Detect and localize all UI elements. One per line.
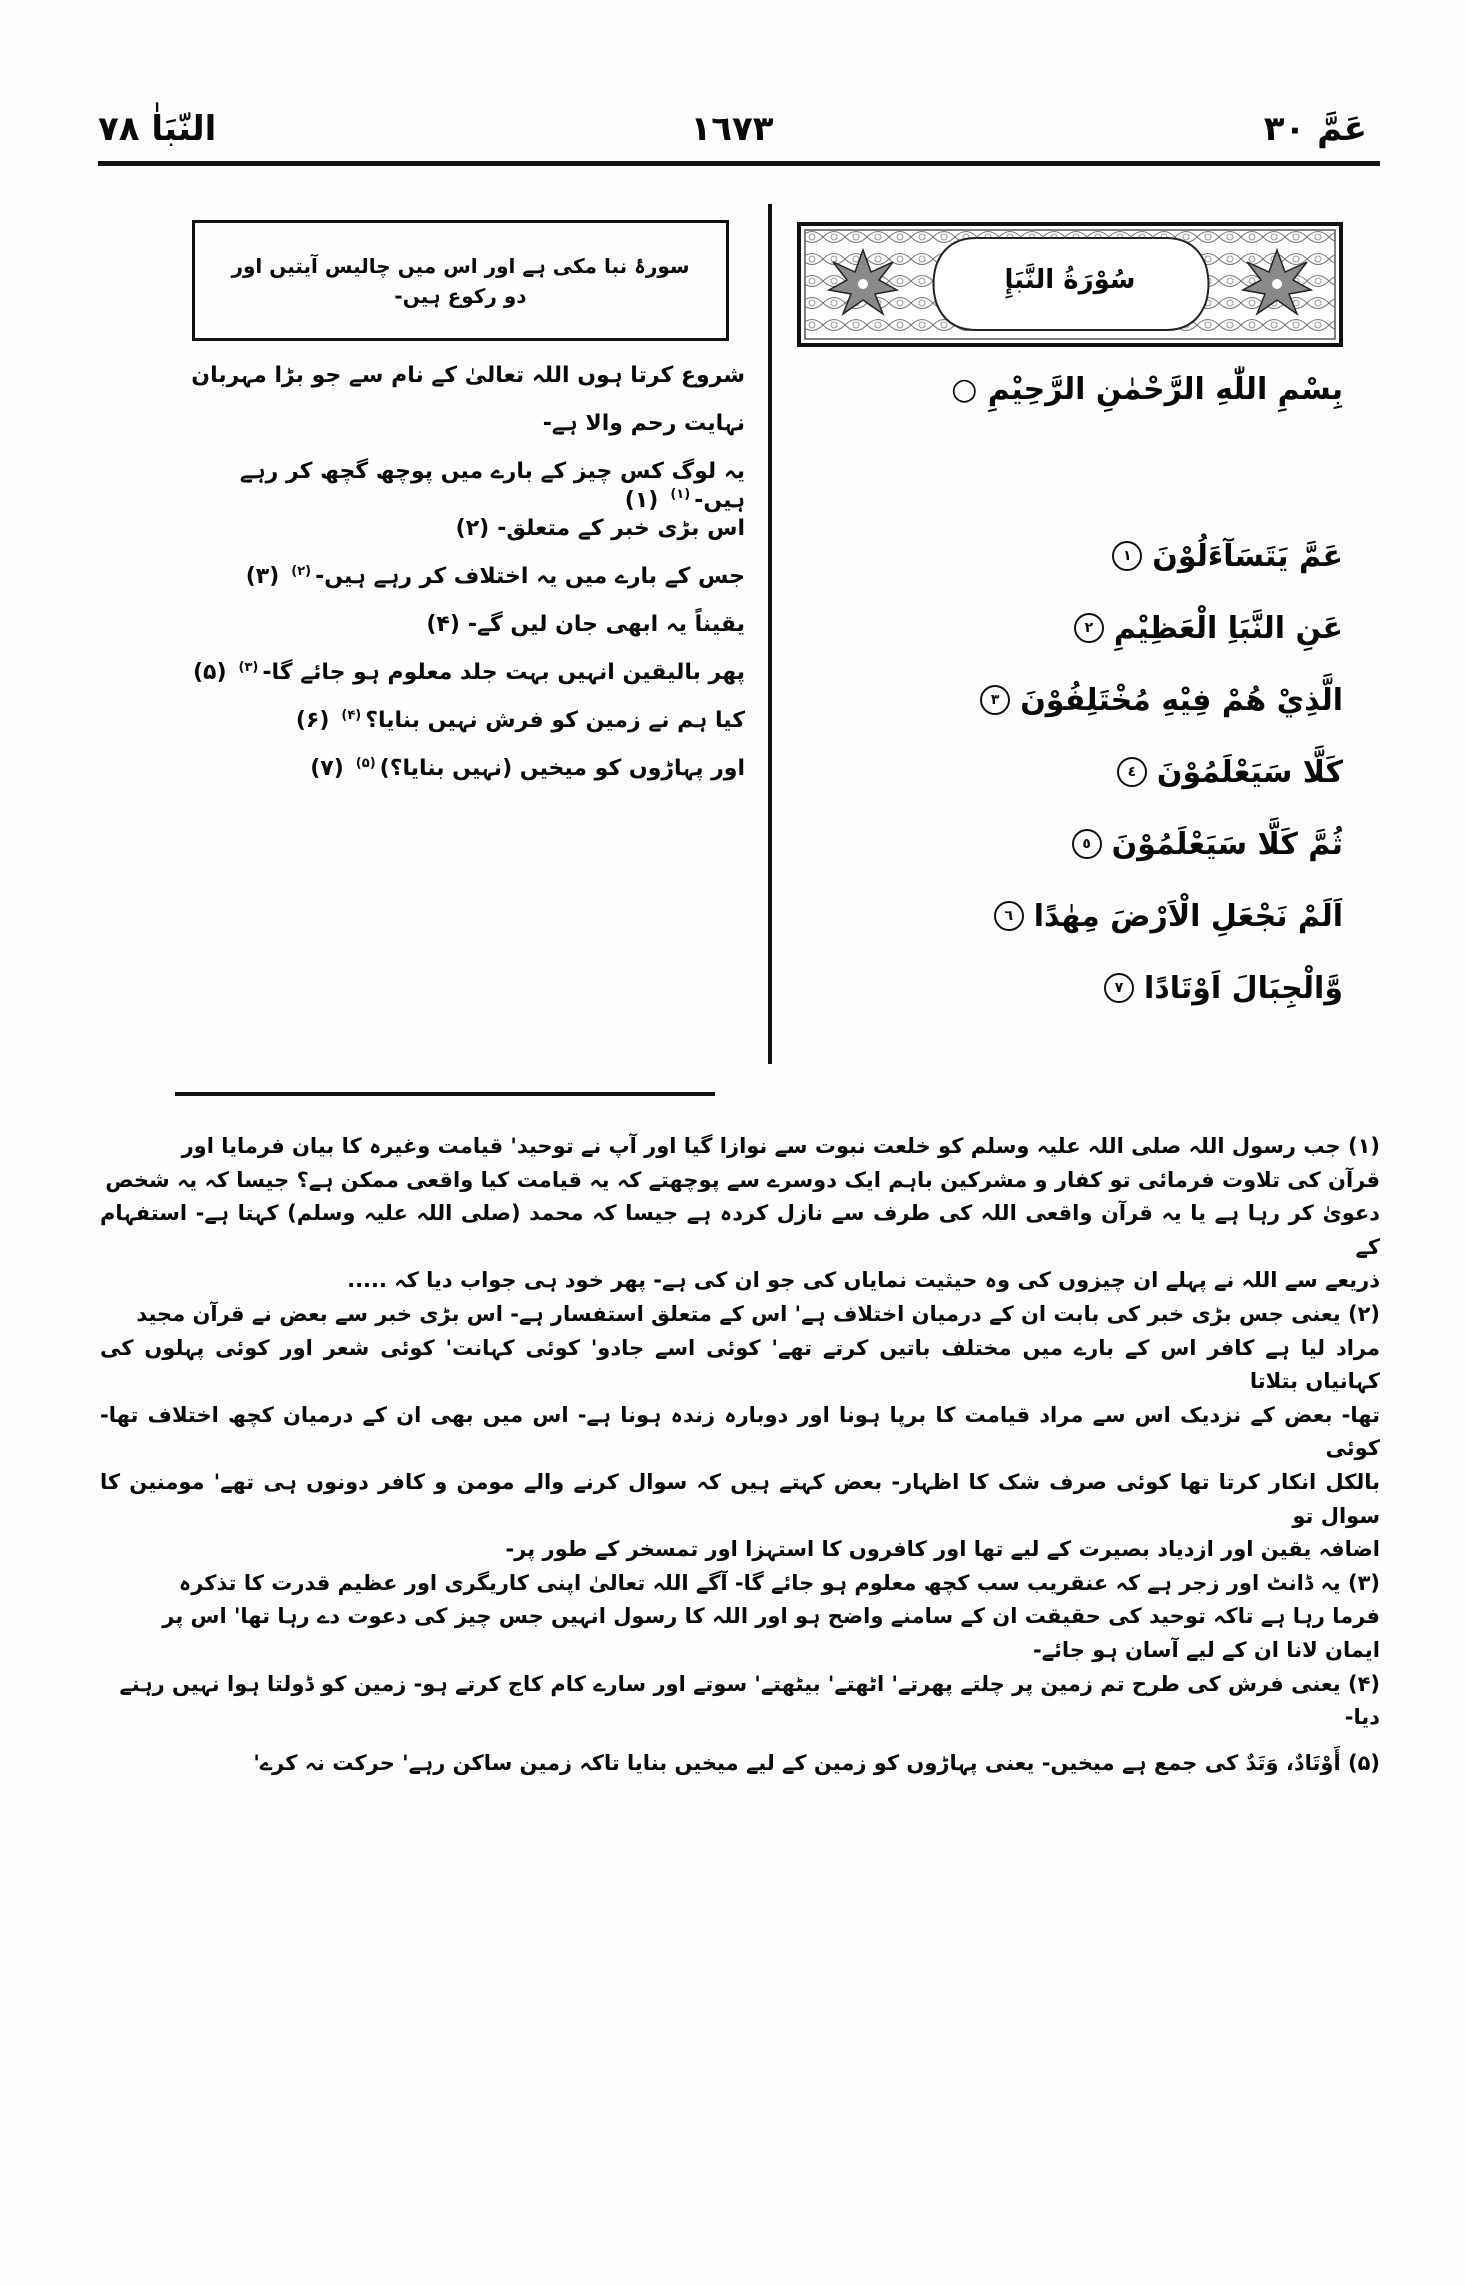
translation-line (185, 755, 745, 803)
ayah-number-marker: ٤ (1117, 757, 1147, 787)
ayah-number-marker: ٢ (1074, 613, 1104, 643)
verse-number: (۳) (245, 564, 280, 590)
verse (797, 520, 1343, 592)
footnote-line: بالکل انکار کرتا تھا کوئی صرف شک کا اظہار- بعض کہتے ہیں کہ سوال کرنے والے مومن و کافر دونوں ہی تھے' مومنین کا سوال تو (100, 1469, 1380, 1528)
verse-text: ثُمَّ كَلَّا سَيَعْلَمُوْنَ (1111, 826, 1343, 862)
arabic-verses (797, 520, 1343, 1024)
footnote-spacer (100, 1735, 1380, 1747)
ayah-number-marker: ٣ (980, 685, 1010, 715)
juz-label: عَمَّ ٣٠ (1263, 109, 1367, 149)
translation-text: یقیناً یہ ابھی جان لیں گے- (467, 612, 745, 638)
verse (797, 952, 1343, 1024)
surah-intro-box (192, 220, 729, 341)
verse-number: (۱) (624, 487, 659, 513)
translation-line (185, 611, 745, 659)
verse-number: (۲) (455, 516, 490, 542)
footnote-line: (۴) یعنی فرش کی طرح تم زمین پر چلتے پھرتے' اٹھتے' بیٹھتے' سوتے اور سارے کام کاج کرتے ہو- زمین کو ڈولتا ہوا نہیں رہنے دیا- (119, 1671, 1380, 1730)
verse (797, 808, 1343, 880)
translation-text: اس بڑی خبر کے متعلق- (497, 516, 745, 542)
verse-number: (۵) (192, 660, 227, 686)
header-rule (98, 161, 1380, 166)
verse-text: كَلَّا سَيَعْلَمُوْنَ (1156, 754, 1343, 790)
footnote-line: دعویٰ کر رہا ہے یا یہ قرآن واقعی اللہ کی طرف سے نازل کردہ ہے جیسا کہ محمد (صلی اللہ علیہ وسلم) کہتا ہے- استفہام کے (100, 1201, 1380, 1259)
verse (797, 880, 1343, 952)
verse-text: عَنِ النَّبَاِ الْعَظِيْمِ (1113, 610, 1343, 646)
verse-number: (۷) (310, 756, 344, 782)
footnote-line: (۵) أَوْتَادٌ، وَتَدٌ کی جمع ہے میخیں- یعنی پہاڑوں کو زمین کے لیے میخیں بنایا تاکہ زمین ساکن رہے' حرکت نہ کرے' (253, 1750, 1380, 1775)
translation-line (185, 563, 745, 611)
footnote-line: ایمان لانا ان کے لیے آسان ہو جائے- (1032, 1637, 1380, 1662)
column-divider (768, 204, 772, 1064)
surah-reference: النّبَاٰ ٧٨ (98, 109, 217, 149)
footnote (100, 1130, 1380, 1298)
footnote-line: ذریعے سے اللہ نے پہلے ان چیزوں کی وہ حیثیت نمایاں کی جو ان کی ہے- پھر خود ہی جواب دیا کہ ..... (347, 1268, 1380, 1293)
footnote-line: اضافہ یقین اور ازدیاد بصیرت کے لیے تھا اور کافروں کا استہزا اور تمسخر کے طور پر- (505, 1537, 1380, 1562)
translation-line (185, 707, 745, 755)
surah-title: سُوْرَةُ النَّبَإِ (1004, 264, 1136, 295)
intro-line-1: سورۂ نبا مکی ہے اور اس میں چالیس آیتیں اور (231, 253, 690, 278)
footnote-line: تھا- بعض کے نزدیک اس سے مراد قیامت کا برپا ہونا اور دوبارہ زندہ ہونا ہے- اس میں بھی ان کے درمیان کچھ اختلاف تھا- کوئی (100, 1402, 1380, 1461)
translation-line (185, 515, 745, 563)
verse-number: (۴) (426, 612, 460, 638)
translation-opening-line-2: نہایت رحم والا ہے- (542, 411, 745, 436)
translation-text: کیا ہم نے زمین کو فرش نہیں بنایا؟ (365, 708, 745, 734)
footnote-reference[interactable]: (۲) (291, 563, 312, 579)
translation-line (185, 659, 745, 707)
bismillah: بِسْمِ اللّٰهِ الرَّحْمٰنِ الرَّحِيْمِ ○ (951, 372, 1343, 407)
translation-text: پھر بالیقین انہیں بہت جلد معلوم ہو جائے گا- (262, 660, 745, 686)
footnote (100, 1747, 1380, 1781)
verse-text: عَمَّ يَتَسَآءَلُوْنَ (1152, 538, 1343, 574)
footnote-line: (۱) جب رسول اللہ صلی اللہ علیہ وسلم کو خلعت نبوت سے نوازا گیا اور آپ نے توحید' قیامت وغیرہ کا بیان فرمایا اور (181, 1134, 1380, 1158)
footnote-reference[interactable]: (۱) (670, 487, 691, 503)
footnotes (100, 1130, 1380, 1780)
intro-line-2: دو رکوع ہیں- (394, 283, 527, 308)
surah-banner (797, 222, 1343, 347)
footnote (100, 1668, 1380, 1735)
verse-text: اَلَمْ نَجْعَلِ الْاَرْضَ مِهٰدًا (1033, 898, 1343, 934)
footnote-reference[interactable]: (۴) (341, 707, 362, 723)
urdu-translation (185, 362, 745, 803)
ayah-number-marker: ٥ (1072, 829, 1102, 859)
footnote-rule (175, 1092, 715, 1096)
footnote-line: مراد لیا ہے کافر اس کے بارے میں مختلف باتیں کرتے تھے' کوئی اسے جادو' کوئی کہانت' کوئی شعر اور کوئی پہلوں کی کہانیاں بتلاتا (100, 1335, 1380, 1394)
translation-text: جس کے بارے میں یہ اختلاف کر رہے ہیں- (315, 564, 745, 590)
footnote (100, 1567, 1380, 1668)
translation-text: یہ لوگ کس چیز کے بارے میں پوچھ گچھ کر رہے ہیں- (239, 459, 745, 513)
ayah-number-marker: ١ (1112, 541, 1142, 571)
verse (797, 736, 1343, 808)
footnote (100, 1298, 1380, 1567)
translation-opening-line-1: شروع کرتا ہوں اللہ تعالیٰ کے نام سے جو بڑا مہربان (191, 363, 745, 388)
verse-text: وَّالْجِبَالَ اَوْتَادًا (1144, 970, 1343, 1006)
footnote-reference[interactable]: (۳) (238, 659, 259, 675)
verse (797, 664, 1343, 736)
footnote-line: (۲) یعنی جس بڑی خبر کی بابت ان کے درمیان اختلاف ہے' اس کے متعلق استفسار ہے- اس بڑی خبر سے بعض نے قرآن مجید (136, 1301, 1380, 1326)
footnote-line: (۳) یہ ڈانٹ اور زجر ہے کہ عنقریب سب کچھ معلوم ہو جائے گا- آگے اللہ تعالیٰ اپنی کاریگری اور عظیم قدرت کا تذکرہ (178, 1570, 1380, 1595)
verse-number: (۶) (295, 708, 330, 734)
ayah-number-marker: ٧ (1104, 973, 1134, 1003)
translation-text: اور پہاڑوں کو میخیں (نہیں بنایا؟) (379, 756, 745, 782)
verse (797, 592, 1343, 664)
translation-line (185, 458, 745, 515)
verse-text: الَّذِيْ هُمْ فِيْهِ مُخْتَلِفُوْنَ (1020, 682, 1343, 718)
footnote-line: فرما رہا ہے تاکہ توحید کی حقیقت ان کے سامنے واضح ہو اور اللہ کا رسول انہیں جس چیز کی دعوت دے رہا تھا' اس پر (162, 1604, 1380, 1629)
page-number: ١٦٧٣ (690, 109, 774, 149)
footnote-line: قرآن کی تلاوت فرمائی تو کفار و مشرکین باہم ایک دوسرے سے پوچھتے کہ یہ قیامت کیا واقعی ممکن ہے؟ جیسا کہ یہ شخص (105, 1167, 1380, 1192)
ayah-number-marker: ٦ (994, 901, 1024, 931)
footnote-reference[interactable]: (۵) (355, 755, 376, 771)
